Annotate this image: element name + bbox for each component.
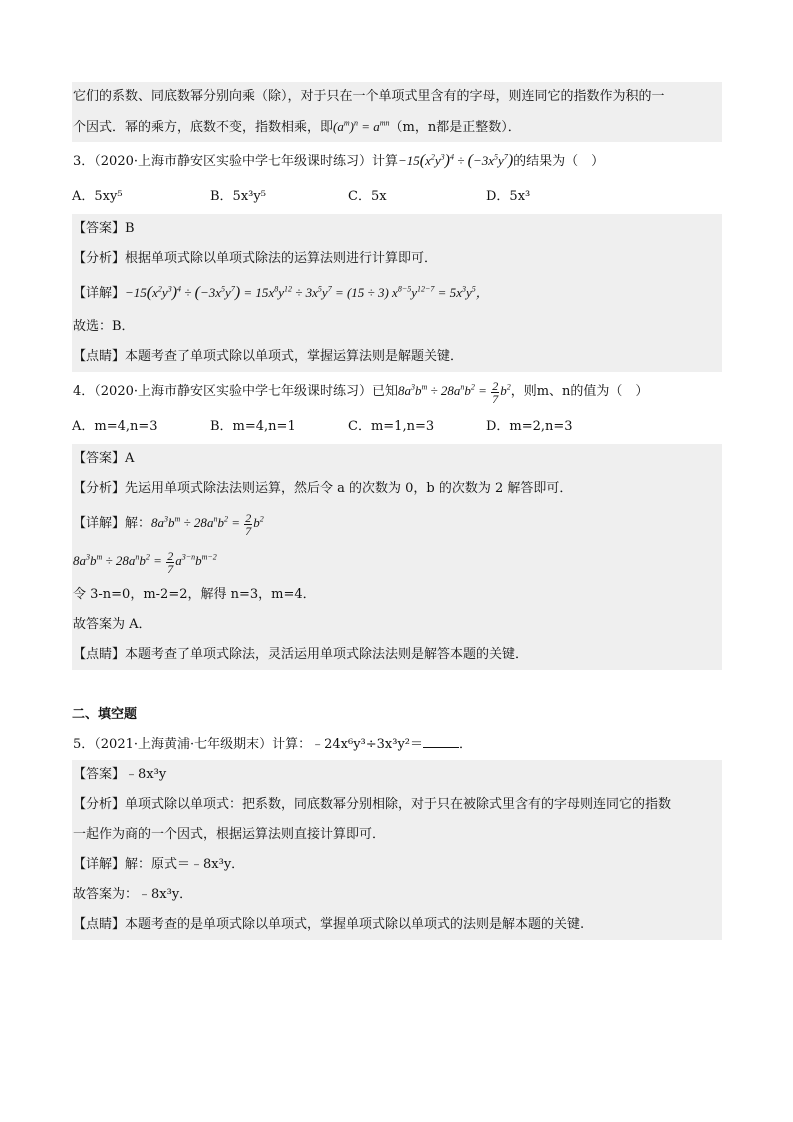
q3-detail-formula: $-15(x^2y^3)^4 \div (-3x^5y^7) = 15x^8y^{12} \div 3x^5y^7 = (15 \div 3) x^{8-5}y^{12-7} = 5x^3y^5$， (125, 284, 489, 301)
q5-answer: 【答案】﹣8x³y (73, 767, 167, 782)
section-title: 二、填空题 (72, 707, 138, 722)
q4-choices (72, 410, 722, 444)
q4-choice-b: B．m=4,n=1 (210, 419, 296, 434)
answer-blank (423, 735, 459, 748)
q3-choice-a: A．5xy⁵ (72, 189, 123, 204)
q4-analysis: 【分析】先运用单项式除法法则运算，然后令 a 的次数为 0，b 的次数为 2 解答即可． (73, 481, 573, 496)
intro-line-1: 它们的系数、同底数幂分别向乘（除），对于只在一个单项式里含有的字母，则连同它的指数作为积的一 (73, 89, 665, 104)
q5-analysis-2: 一起作为商的一个因式，根据运算法则直接计算即可． (73, 827, 386, 842)
q3-stem (72, 142, 722, 180)
intro-line-2 (72, 112, 722, 142)
q4-comment: 【点睛】本题考查了单项式除法，灵活运用单项式除法法则是解答本题的关键． (73, 647, 529, 662)
power-rule-formula: $(a^m)^n = a^{mn}$ (333, 118, 390, 134)
q4-solution (72, 444, 722, 670)
q5-stem-suffix: ． (459, 737, 473, 752)
q3-expression: $-15(x^2y^3)^4 \div (-3x^5y^7)$ (398, 152, 514, 169)
intro-line-2-text: 个因式．幂的乘方，底数不变，指数相乘，即 (73, 120, 334, 135)
q3-detail-label: 【详解】 (73, 286, 126, 301)
q5-detail: 【详解】解：原式＝﹣8x³y． (73, 857, 245, 872)
q4-choice-d: D．m=2,n=3 (486, 419, 573, 434)
q5-analysis-1: 【分析】单项式除以单项式：把系数，同底数幂分别相除，对于只在被除式里含有的字母则连同它的指数 (73, 797, 672, 812)
q3-answer: 【答案】B (73, 221, 135, 236)
q3-stem-text: 3．（2020·上海市静安区实验中学七年级课时练习）计算 (73, 154, 398, 169)
q3-analysis: 【分析】根据单项式除以单项式除法的运算法则进行计算即可． (73, 251, 438, 266)
q4-detail (72, 504, 722, 542)
q4-stem (72, 372, 722, 410)
q3-stem-suffix: 的结果为（ ） (513, 154, 605, 169)
q3-solution (72, 214, 722, 372)
q4-choice-c: C．m=1,n=3 (348, 419, 435, 434)
q4-detail-formula-1: $8a^3b^m \div 28a^nb^2$ = $\frac{2}{7}$ $b^2$ (151, 510, 264, 538)
q3-choice-c: C．5x (348, 189, 387, 204)
q4-step-3: 令 3-n=0，m-2=2，解得 n=3，m=4． (73, 587, 316, 602)
intro-line-2-suffix: （m，n都是正整数）． (389, 120, 521, 135)
q5-solution (72, 760, 722, 940)
q5-comment: 【点睛】本题考查的是单项式除以单项式，掌握单项式除以单项式的法则是解本题的关键. (73, 917, 585, 932)
q4-expression: $8a^3b^m \div 28a^nb^2$ = $\frac{2}{7}$ $b^2$ (398, 378, 511, 406)
intro-block (72, 82, 722, 142)
q3-detail (72, 274, 722, 312)
q4-stem-text: 4．（2020·上海市静安区实验中学七年级课时练习）已知 (73, 384, 398, 399)
q3-choices (72, 180, 722, 214)
q3-choice-d: D．5x³ (486, 189, 531, 204)
q4-stem-suffix: ，则m、n的值为（ ） (510, 384, 649, 399)
document-page (72, 82, 722, 940)
q4-conclusion: 故答案为 A． (73, 617, 152, 632)
q4-choice-a: A．m=4,n=3 (72, 419, 158, 434)
q5-stem-text: 5．（2021·上海黄浦·七年级期末）计算：﹣24x⁶y³÷3x³y²＝ (73, 737, 424, 752)
q4-detail-step-2 (72, 542, 722, 580)
q5-stem (72, 730, 722, 760)
q3-choice-b: B．5x³y⁵ (210, 189, 266, 204)
q4-detail-formula-2: $8a^3b^m \div 28a^nb^2$ = $\frac{2}{7}$ $a^{3-n}b^{m-2}$ (73, 548, 217, 576)
q4-detail-label: 【详解】解： (73, 516, 152, 531)
q3-comment: 【点睛】本题考查了单项式除以单项式，掌握运算法则是解题关键． (73, 349, 464, 364)
q3-conclusion: 故选：B． (73, 319, 135, 334)
q4-answer: 【答案】A (73, 451, 135, 466)
q5-conclusion: 故答案为：﹣8x³y． (73, 887, 193, 902)
